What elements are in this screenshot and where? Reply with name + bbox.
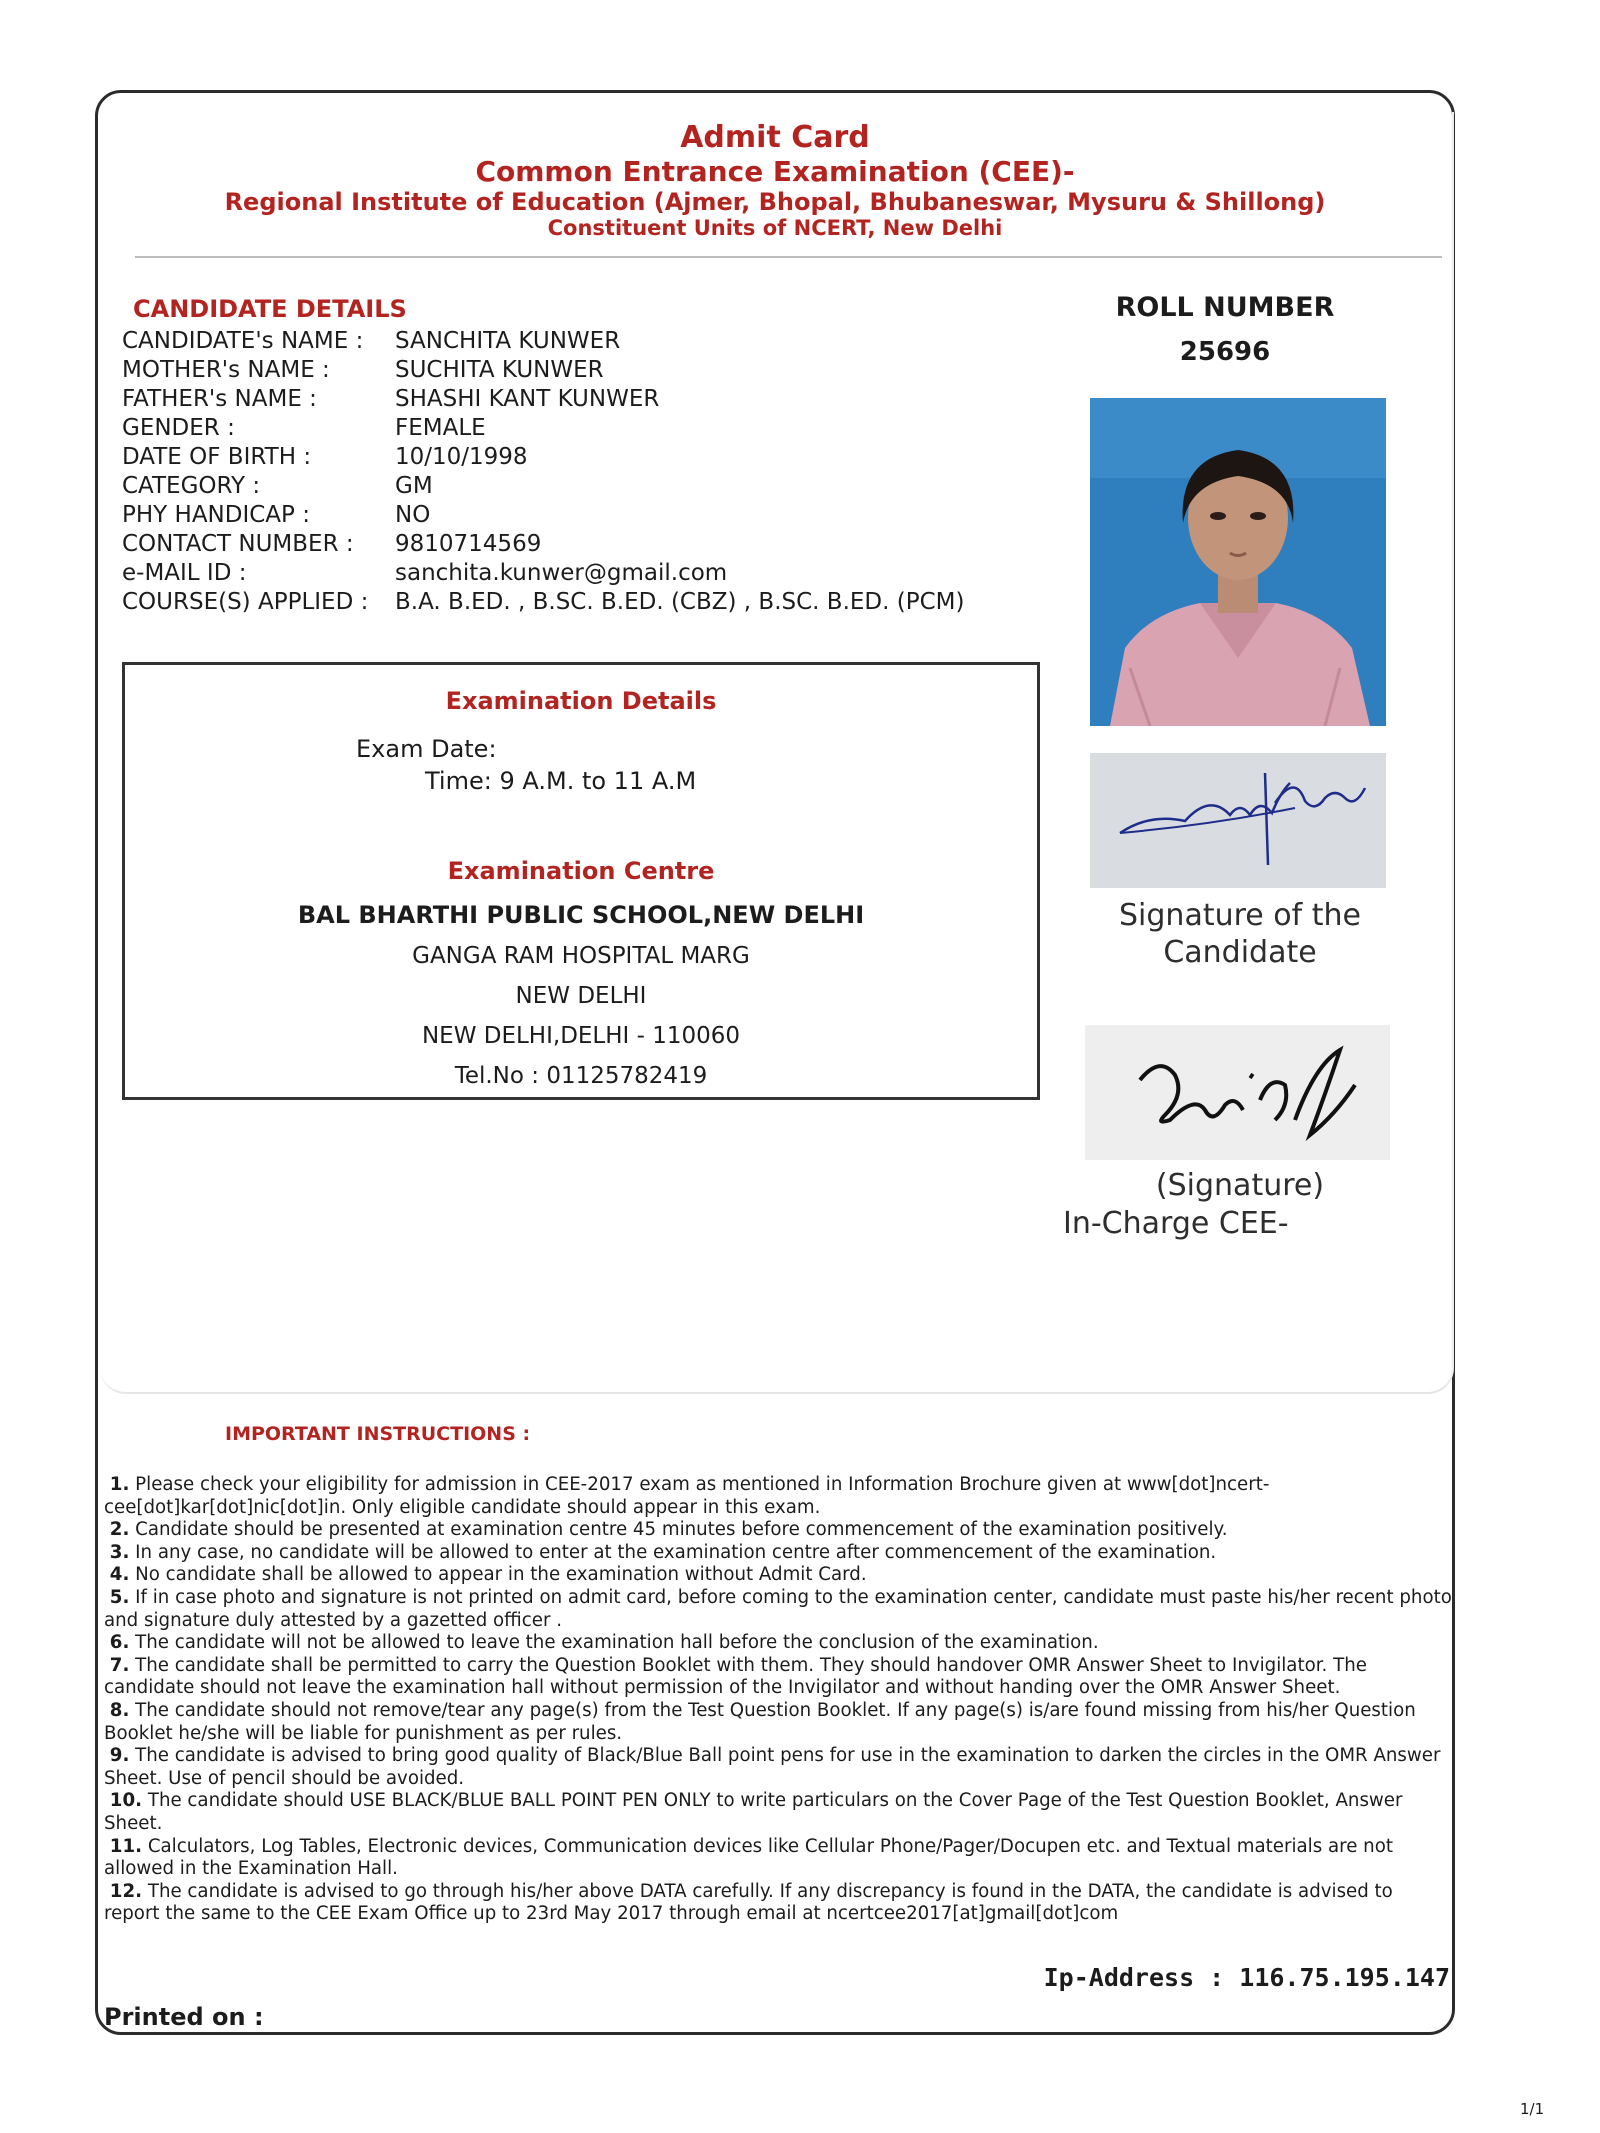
caption-line: Signature of the	[1119, 898, 1361, 933]
centre-telephone: Tel.No : 01125782419	[454, 1063, 708, 1089]
incharge-signature-drawing	[1085, 1025, 1390, 1160]
caption-line: Candidate	[1163, 935, 1317, 970]
instruction-item: 2. Candidate should be presented at examination centre 45 minutes before commencement of the examination positively.	[109, 1519, 1228, 1541]
examination-box	[122, 662, 1040, 1100]
candidate-details-title: CANDIDATE DETAILS	[133, 295, 407, 323]
exam-time-value: 9 A.M. to 11 A.M	[499, 767, 697, 795]
roll-number-value: 25696	[1179, 337, 1271, 367]
detail-value: NO	[395, 502, 431, 528]
detail-value: SANCHITA KUNWER	[395, 328, 621, 354]
exam-time-label: Time:	[425, 767, 492, 795]
candidate-signature-caption	[1075, 897, 1405, 971]
candidate-photo	[1090, 398, 1386, 726]
detail-value: SHASHI KANT KUNWER	[395, 386, 660, 412]
instruction-item: 12. The candidate is advised to go through his/her above DATA carefully. If any discrepancy is found in the DATA, the candidate is advised to report the same to the CEE Exam Office up to 23rd May 2017 through email at ncertcee2017[at]gmail[dot]com	[104, 1880, 1393, 1925]
detail-value: 10/10/1998	[395, 444, 528, 470]
detail-label: CANDIDATE's NAME :	[122, 328, 364, 354]
centre-address-line: NEW DELHI	[515, 983, 647, 1009]
centre-address-line: NEW DELHI,DELHI - 110060	[421, 1023, 741, 1049]
examination-details-title: Examination Details	[445, 687, 717, 715]
incharge-signature-caption: (Signature)	[1155, 1168, 1325, 1203]
instruction-item: 11. Calculators, Log Tables, Electronic devices, Communication devices like Cellular Phone/Pager/Docupen etc. and Textual materials are not allowed in the Examination Hall.	[104, 1835, 1393, 1880]
instructions-title: IMPORTANT INSTRUCTIONS :	[225, 1423, 531, 1445]
detail-label: MOTHER's NAME :	[122, 357, 330, 383]
instruction-item: 6. The candidate will not be allowed to leave the examination hall before the conclusion of the examination.	[109, 1632, 1099, 1654]
page-number: 1/1	[1520, 2100, 1545, 2118]
header-divider	[135, 256, 1442, 258]
detail-value: B.A. B.ED. , B.SC. B.ED. (CBZ) , B.SC. B.ED. (PCM)	[395, 589, 965, 615]
ip-address: Ip-Address : 116.75.195.147	[1043, 1963, 1450, 1992]
instruction-item: 1. Please check your eligibility for admission in CEE-2017 exam as mentioned in Information Brochure given at www[dot]ncert-cee[dot]kar[dot]nic[dot]in. Only eligible candidate should appear in this exam.	[104, 1474, 1270, 1518]
detail-label: CONTACT NUMBER :	[122, 531, 354, 557]
institute-name: Regional Institute of Education (Ajmer, Bhopal, Bhubaneswar, Mysuru & Shillong)	[224, 188, 1326, 216]
detail-value: sanchita.kunwer@gmail.com	[395, 560, 728, 586]
centre-name: BAL BHARTHI PUBLIC SCHOOL,NEW DELHI	[297, 901, 865, 929]
document-title: Admit Card	[680, 120, 870, 155]
detail-label: PHY HANDICAP :	[122, 502, 310, 528]
instruction-item: 10. The candidate should USE BLACK/BLUE BALL POINT PEN ONLY to write particulars on the Cover Page of the Test Question Booklet, Answer Sheet.	[104, 1790, 1403, 1834]
instruction-item: 4. No candidate shall be allowed to appear in the examination without Admit Card.	[109, 1564, 867, 1586]
instructions-list	[104, 1474, 1454, 1926]
detail-label: CATEGORY :	[122, 473, 261, 499]
roll-number-label: ROLL NUMBER	[1115, 292, 1335, 323]
detail-value: 9810714569	[395, 531, 542, 557]
examination-centre-title: Examination Centre	[447, 857, 715, 885]
candidate-signature-image	[1090, 753, 1386, 888]
incharge-title: In-Charge CEE-	[1063, 1206, 1289, 1241]
detail-label: COURSE(S) APPLIED :	[122, 589, 369, 615]
centre-address-line: GANGA RAM HOSPITAL MARG	[412, 943, 750, 969]
instruction-item: 3. In any case, no candidate will be allowed to enter at the examination centre after commencement of the examination.	[109, 1541, 1217, 1563]
candidate-photo-illustration	[1090, 398, 1386, 726]
detail-label: DATE OF BIRTH :	[122, 444, 312, 470]
constituent-line: Constituent Units of NCERT, New Delhi	[547, 216, 1003, 240]
exam-time	[425, 767, 696, 795]
detail-label: e-MAIL ID :	[122, 560, 247, 586]
instruction-item: 7. The candidate shall be permitted to carry the Question Booklet with them. They should handover OMR Answer Sheet to Invigilator. The candidate should not leave the examination hall without permission of the Invigilator and without handing over the OMR Answer Sheet.	[104, 1654, 1367, 1699]
detail-label: GENDER :	[122, 415, 235, 441]
detail-value: FEMALE	[395, 415, 486, 441]
printed-on-label: Printed on :	[104, 2003, 264, 2031]
instruction-item: 5. If in case photo and signature is not printed on admit card, before coming to the examination center, candidate must paste his/her recent photo and signature duly attested by a gazetted officer .	[104, 1586, 1452, 1631]
exam-name: Common Entrance Examination (CEE)-	[475, 155, 1075, 188]
detail-value: SUCHITA KUNWER	[395, 357, 604, 383]
detail-value: GM	[395, 473, 433, 499]
exam-date-label: Exam Date:	[356, 735, 497, 763]
detail-label: FATHER's NAME :	[122, 386, 317, 412]
incharge-signature-image	[1085, 1025, 1390, 1160]
candidate-signature-drawing	[1090, 753, 1386, 888]
instruction-item: 8. The candidate should not remove/tear any page(s) from the Test Question Booklet. If any page(s) is/are found missing from his/her Question Booklet he/she will be liable for punishment as per rules.	[104, 1699, 1416, 1744]
instruction-item: 9. The candidate is advised to bring good quality of Black/Blue Ball point pens for use in the examination to darken the circles in the OMR Answer Sheet. Use of pencil should be avoided.	[104, 1745, 1441, 1789]
